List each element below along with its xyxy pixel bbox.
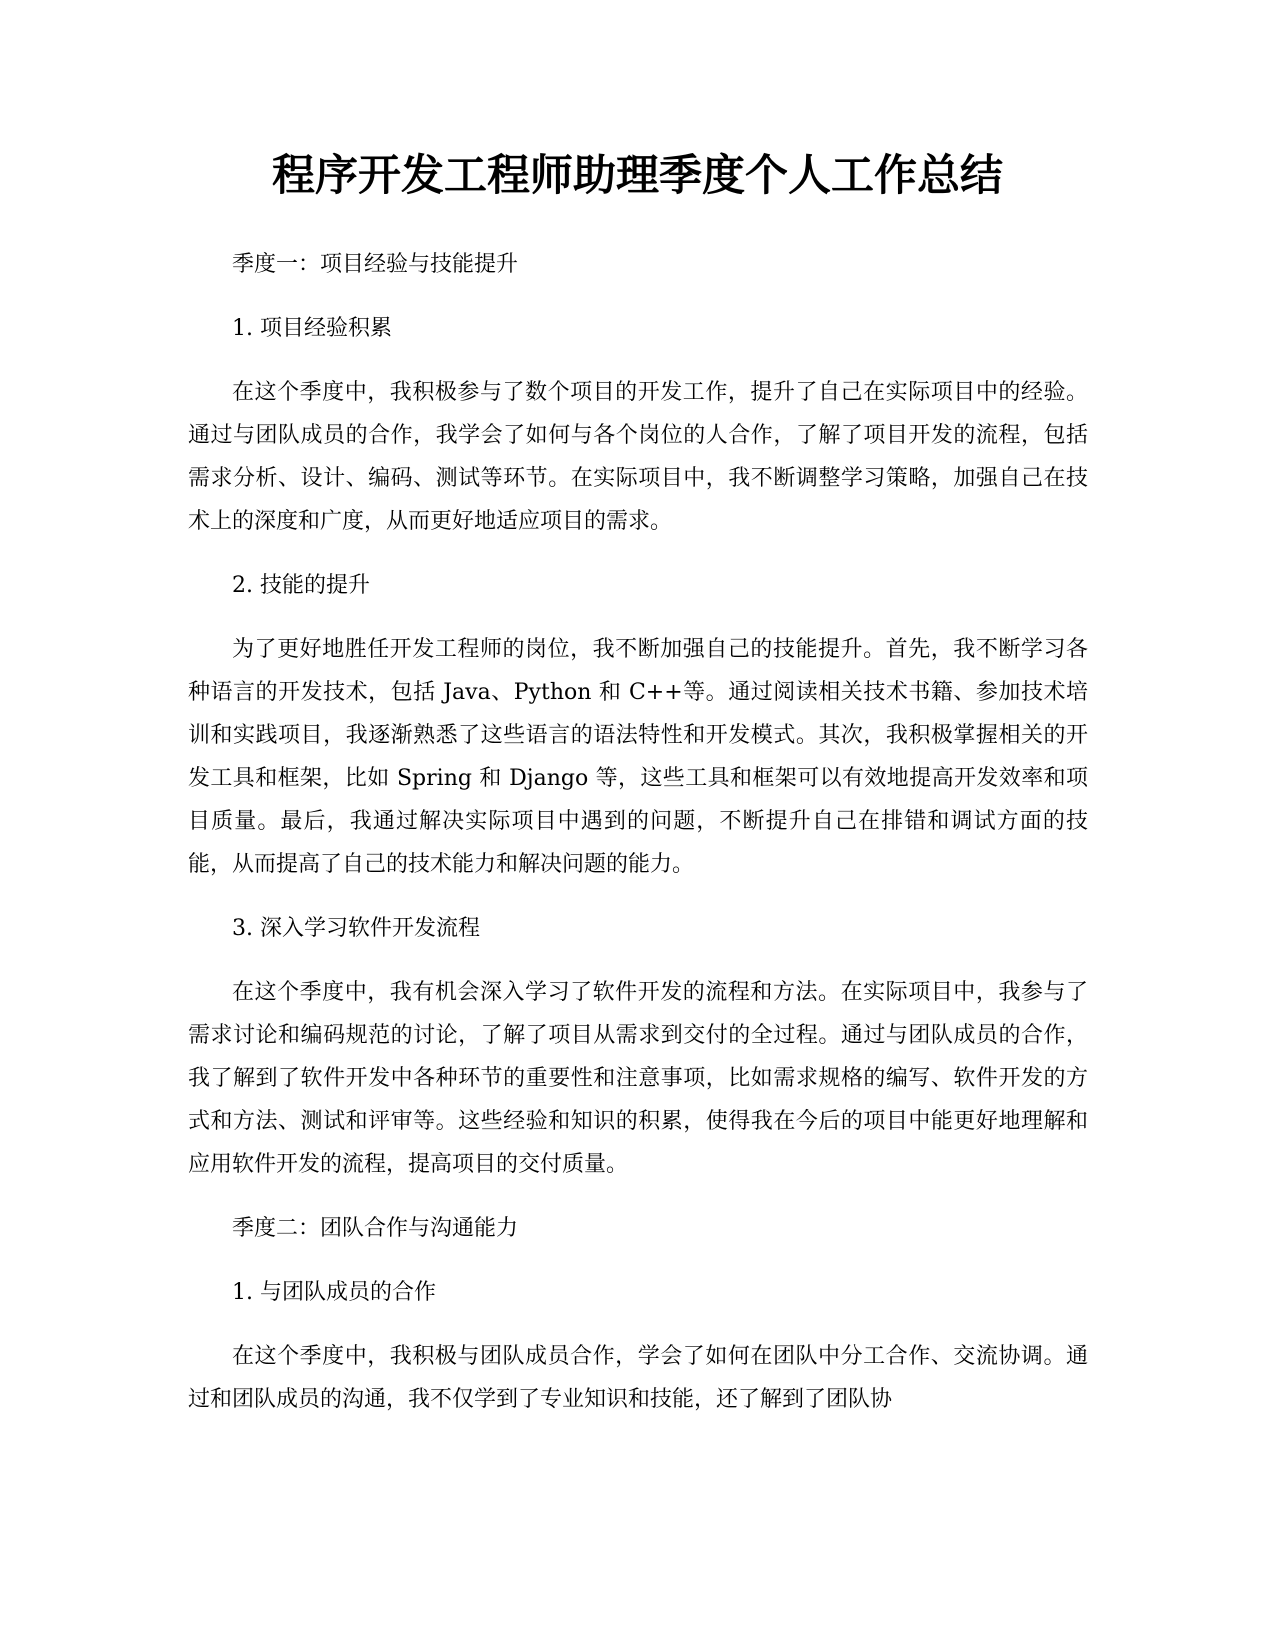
paragraph-dev-process: 在这个季度中，我有机会深入学习了软件开发的流程和方法。在实际项目中，我参与了需求讨论和编码规范的讨论，了解了项目从需求到交付的全过程。通过与团队成员的合作，我了解到了软件开发中各种环节的重要性和注意事项，比如需求规格的编写、软件开发的方式和方法、测试和评审等。这些经验和知识的积累，使得我在今后的项目中能更好地理解和应用软件开发的流程，提高项目的交付质量。 [188,980,1088,1177]
paragraph-team-cooperation: 在这个季度中，我积极与团队成员合作，学会了如何在团队中分工合作、交流协调。通过和团队成员的沟通，我不仅学到了专业知识和技能，还了解到了团队协 [188,1344,1088,1412]
section-heading-q1: 季度一：项目经验与技能提升 [232,252,519,277]
document-body [188,243,1088,1421]
paragraph-skill-improvement: 为了更好地胜任开发工程师的岗位，我不断加强自己的技能提升。首先，我不断学习各种语言的开发技术，包括 Java、Python 和 C++等。通过阅读相关技术书籍、参加技术培训和实践项目，我逐渐熟悉了这些语言的语法特性和开发模式。其次，我积极掌握相关的开发工具和框架，比如 Spring 和 Django 等，这些工具和框架可以有效地提高开发效率和项目质量。最后，我通过解决实际项目中遇到的问题，不断提升自己在排错和调试方面的技能，从而提高了自己的技术能力和解决问题的能力。 [188,637,1088,877]
subheading-dev-process: 3. 深入学习软件开发流程 [232,916,480,941]
subheading-skill-improvement: 2. 技能的提升 [232,573,370,598]
subheading-team-cooperation: 1. 与团队成员的合作 [232,1280,436,1305]
section-heading-q2: 季度二：团队合作与沟通能力 [232,1216,519,1241]
subheading-project-experience: 1. 项目经验积累 [232,316,392,341]
document-title: 程序开发工程师助理季度个人工作总结 [272,151,1003,201]
paragraph-project-experience: 在这个季度中，我积极参与了数个项目的开发工作，提升了自己在实际项目中的经验。通过与团队成员的合作，我学会了如何与各个岗位的人合作，了解了项目开发的流程，包括需求分析、设计、编码、测试等环节。在实际项目中，我不断调整学习策略，加强自己在技术上的深度和广度，从而更好地适应项目的需求。 [188,380,1088,534]
